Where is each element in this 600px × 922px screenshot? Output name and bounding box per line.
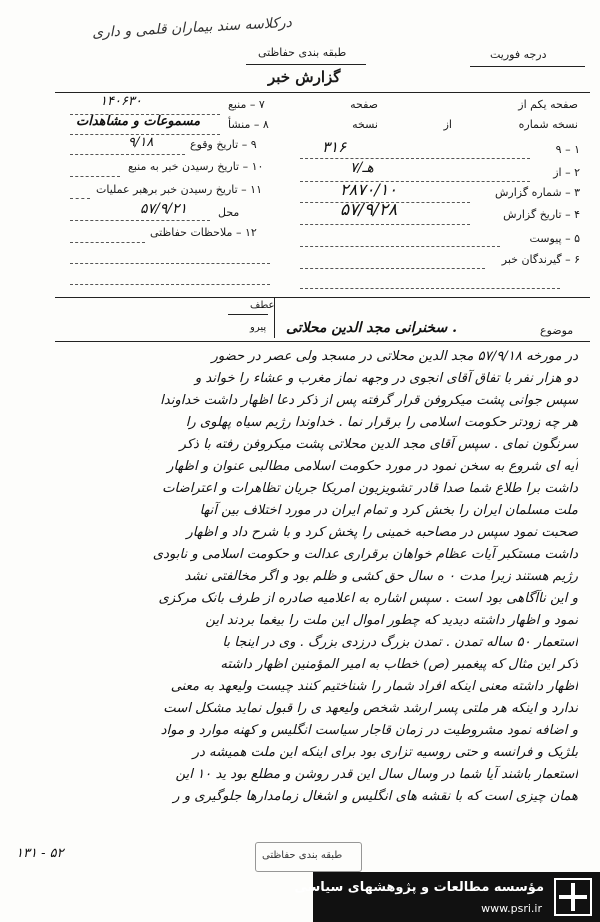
field-5-label: ۵ – پیوست <box>529 232 580 245</box>
body-line: ذکر این مثال که پیغمبر (ص) خطاب به امیر المؤمنین اظهار داشته <box>220 657 578 672</box>
body-line: در مورخه ۵۷/۹/۱۸ مجد الدین محلاتی در مسجد ولی عصر در حضور <box>211 349 578 364</box>
peyro-label: پیرو <box>250 322 267 333</box>
field-8-label: ۸ – منشأ <box>228 118 269 131</box>
field-12-label: ۱۲ – ملاحظات حفاظتی <box>150 226 257 239</box>
field-7-label: ۷ – منبع <box>228 98 265 111</box>
field-3-label: ۳ – شماره گزارش <box>494 186 580 199</box>
field-11-label: ۱۱ – تاریخ رسیدن خبر برهبر عملیات <box>96 183 262 196</box>
field-9-label: ۹ – تاریخ وقوع <box>190 138 257 151</box>
body-line: استعمار ۵۰ ساله تمدن . تمدن بزرگ درزدی بزرگ . وی در اینجا با <box>222 635 578 650</box>
urgency-label: درجه فوریت <box>490 48 547 61</box>
field-page-label: صفحه یکم از <box>518 98 578 111</box>
subject-label: موضوع <box>540 324 574 337</box>
field-copy-mid: از <box>443 118 452 131</box>
field-7-value: ۱۴۰۶۳۰ <box>100 94 142 109</box>
body-line: داشت مستکبر آیات عظام خواهان برقراری عدالت و حکومت اسلامی و نابودی <box>152 547 578 562</box>
field-page-tail: صفحه <box>350 98 378 111</box>
subject-value: سخنرانی مجد الدین محلاتی . <box>286 320 457 336</box>
body-line: همان چیزی است که با نقشه های انگلیس و اشغال زمامدارها جلوگیری و ر <box>173 789 578 804</box>
field-location-label: محل <box>218 206 240 219</box>
body-line: نمود و اظهار داشته دیدید که چطور اموال این ملت را بیغما بردند این <box>205 613 578 628</box>
field-10-label: ۱۰ – تاریخ رسیدن خبر به منبع <box>128 160 264 173</box>
page-code: ۱۳۱ - ۵۲ <box>16 846 64 861</box>
field-copy-tail: نسخه <box>352 118 378 131</box>
field-4-label: ۴ – تاریخ گزارش <box>503 208 580 221</box>
body-line: ندارد و اینکه هر ملتی پسر ارشد شخص ولیعهد ی را قبول نماید مشکل است <box>163 701 578 716</box>
report-body <box>52 346 578 808</box>
field-copy-label: نسخه شماره <box>518 118 578 131</box>
field-3-value: ۲۸۷۰/۱۰ <box>340 180 397 199</box>
body-line: اظهار داشته معنی اینکه افراد شمار را شناختیم کنند چیست ولیعهد به معنی <box>170 679 578 694</box>
body-line: آیه ای شروع به سخن نمود در مورد حکومت اسلامی مطالبی عنوان و اظهار <box>167 459 578 474</box>
body-line: صحبت نمود سپس در مصاحبه خمینی را پخش کرد و با شرح داد و اظهار <box>186 525 578 540</box>
body-line: داشت برا طلاع شما صدا قادر تشویزیون امریکا جریان تظاهرات و اعتراضات <box>162 481 578 496</box>
body-line: هر چه زودتر حکومت اسلامی را برقرار نما . خداوندا رژیم سیاه پهلوی را <box>185 415 578 430</box>
field-2-label: ۲ – از <box>553 166 580 179</box>
field-1-value: ۳۱۶ <box>322 138 347 156</box>
field-8-value: مسموعات و مشاهدات <box>76 114 201 129</box>
body-line: بلژیک و فرانسه و حتی روسیه تزاری بود برای اینکه این ملت همیشه در <box>192 745 578 760</box>
institute-banner <box>294 872 600 922</box>
body-line: و این ناآگاهی بود است . سپس اشاره به اعلامیه صادره از طرف بانک مرکزی <box>158 591 578 606</box>
footer-classification-label: طبقه بندی حفاظتی <box>262 850 343 861</box>
body-line: ملت مسلمان ایران را بخش کرد و تمام ایران در مورد اختلاف بین آنها <box>199 503 578 518</box>
handwritten-note: درکلاسه سند بیماران قلمی و داری <box>91 14 293 42</box>
body-line: رژیم هستند زیرا مدت ۰ ه سال حق کشی و ظلم بود و اگر مخالفتی نشد <box>184 569 578 584</box>
field-2-value: ۷/هـ <box>350 160 374 176</box>
body-line: سپس جوانی پشت میکروفن قرار گرفته پس از ذکر دعا اظهار داشت خداوندا <box>160 393 578 408</box>
institute-logo-icon <box>554 878 592 916</box>
field-4-value: ۵۷/۹/۲۸ <box>340 200 398 220</box>
atf-label: عطف <box>250 300 275 311</box>
field-9-value: ۹/۱۸ <box>128 135 154 150</box>
body-line: سرنگون نمای . سپس آقای مجد الدین محلاتی پشت میکروفن رفته با ذکر <box>179 437 578 452</box>
report-title: گزارش خبر <box>268 68 341 86</box>
field-location-value: ۵۷/۹/۲۱ <box>140 201 188 217</box>
body-line: دو هزار نفر با تفاق آقای انجوی در وجهه نماز مغرب و عشاء را خواند و <box>194 371 578 386</box>
classification-label: طبقه بندی حفاظتی <box>258 46 347 59</box>
field-1-label: ۱ – ۹ <box>555 143 580 156</box>
body-line: و اضافه نمود مشروطیت در زمان قاجار سیاست انگلیس و کهنه موارد و مواد <box>160 723 578 738</box>
institute-url[interactable]: www.psri.ir <box>481 902 542 915</box>
field-6-label: ۶ – گیرندگان خبر <box>501 253 580 266</box>
institute-name: مؤسسه مطالعات و پژوهشهای سیاسی <box>294 880 544 895</box>
body-line: استعمار باشند آیا شما در وسال سال این قدر روشن و مطلع بود ید ۱۰ این <box>175 767 578 782</box>
